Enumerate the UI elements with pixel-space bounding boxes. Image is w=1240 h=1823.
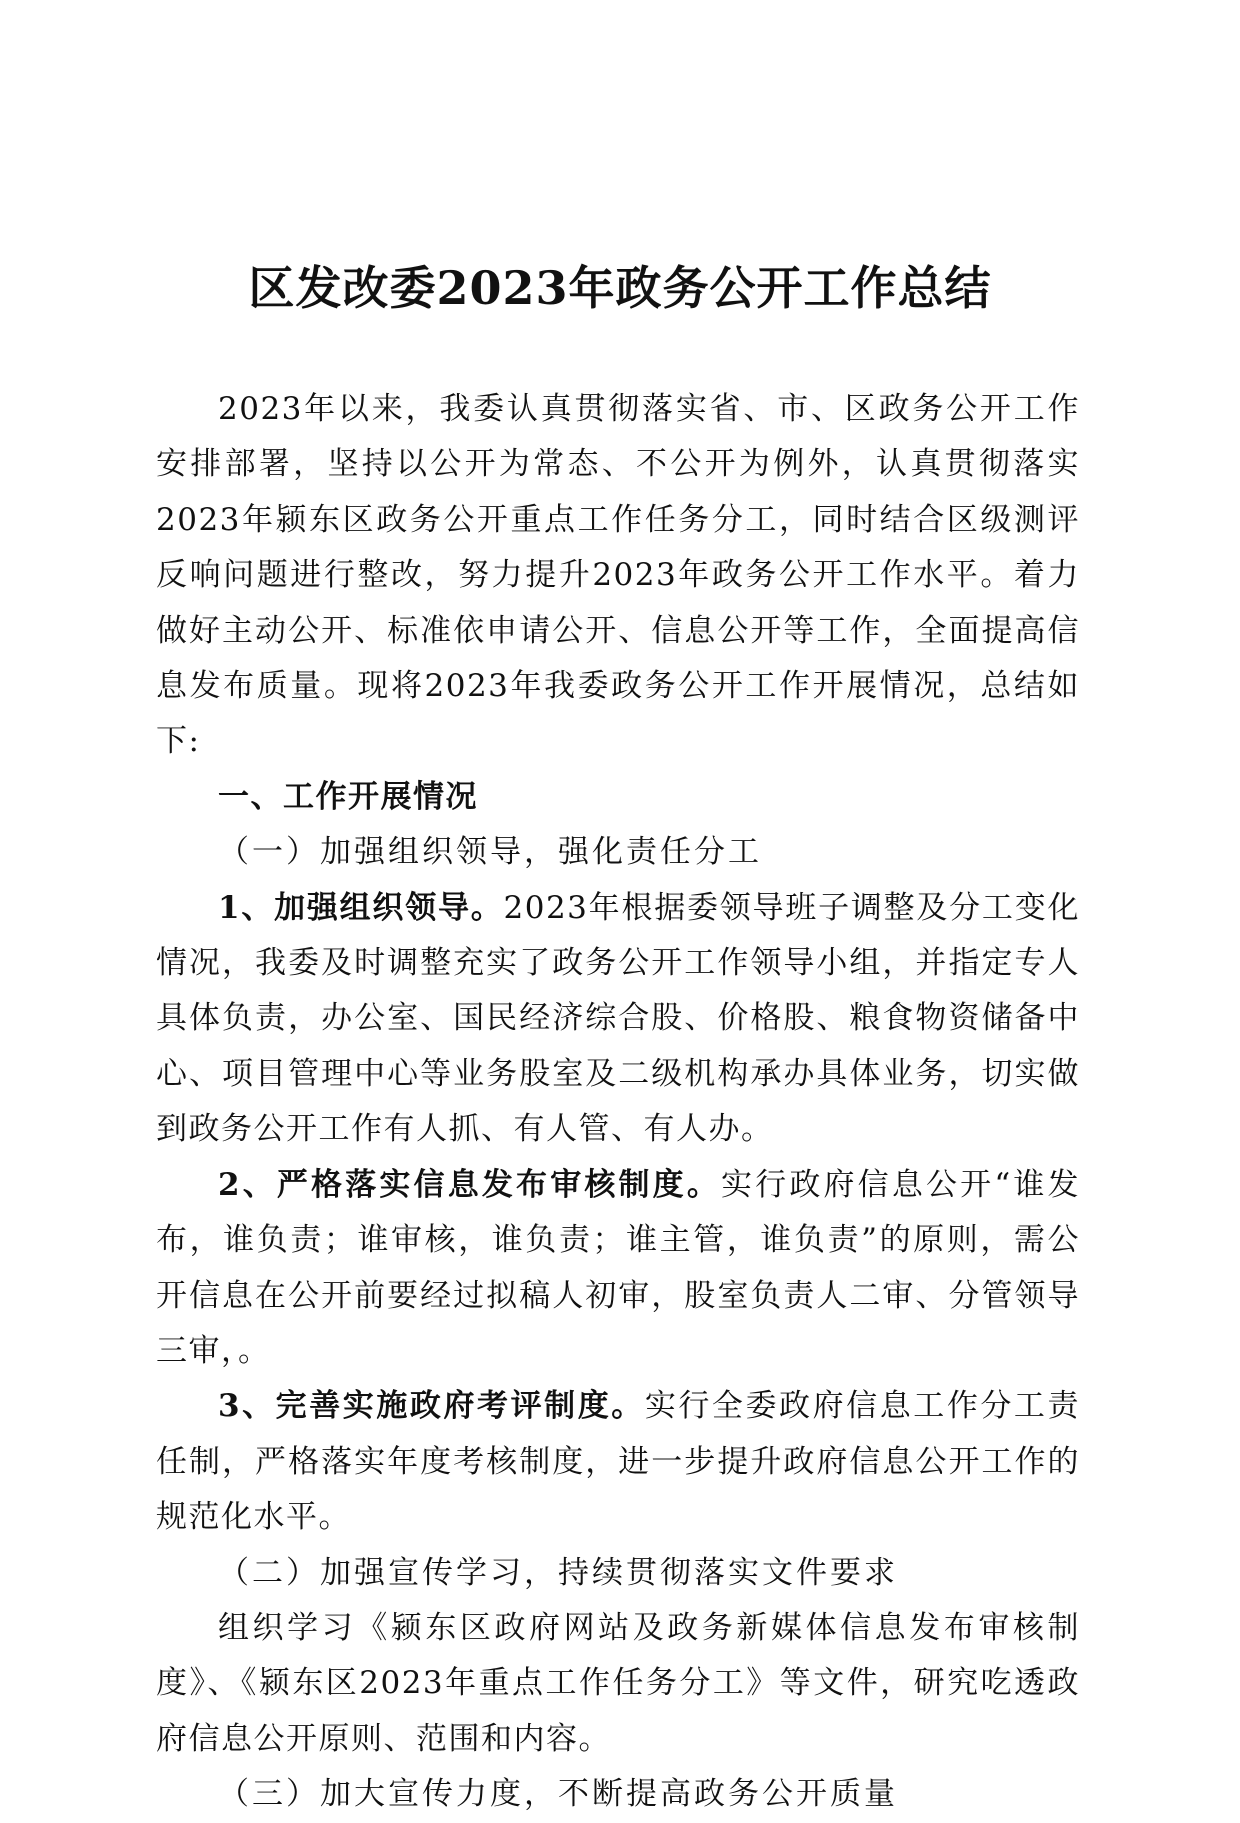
- subsection-heading-2: （二）加强宣传学习，持续贯彻落实文件要求: [218, 1554, 898, 1591]
- item-3-lead: 3、完善实施政府考评制度。: [218, 1388, 645, 1425]
- item-1-lead: 1、加强组织领导。: [218, 889, 504, 926]
- item-1-paragraph: [156, 881, 1080, 1158]
- item-3-text: 实行全委政府信息工作分工责任制，严格落实年度考核制度，进一步提升政府信息公开工作的规范化水平。: [156, 1388, 1080, 1536]
- item-2-text: 实行政府信息公开“谁发布，谁负责；谁审核，谁负责；谁主管，谁负责”的原则，需公开信息在公开前要经过拟稿人初审，股室负责人二审、分管领导三审，。: [156, 1166, 1080, 1369]
- item-1-text: 2023年根据委领导班子调整及分工变化情况，我委及时调整充实了政务公开工作领导小组，并指定专人具体负责，办公室、国民经济综合股、价格股、粮食物资储备中心、项目管理中心等业务股室及二级机构承办具体业务，切实做到政务公开工作有人抓、有人管、有人办。: [156, 889, 1080, 1148]
- intro-paragraph: 2023年以来，我委认真贯彻落实省、市、区政务公开工作安排部署，坚持以公开为常态、不公开为例外，认真贯彻落实2023年颍东区政务公开重点工作任务分工，同时结合区级测评反响问题进行整改，努力提升2023年政务公开工作水平。着力做好主动公开、标准依申请公开、信息公开等工作，全面提高信息发布质量。现将2023年我委政务公开工作开展情况，总结如下:: [156, 391, 1080, 760]
- subsection-2-paragraph: 组织学习《颍东区政府网站及政务新媒体信息发布审核制度》、《颍东区2023年重点工作任务分工》等文件，研究吃透政府信息公开原则、范围和内容。: [156, 1609, 1080, 1757]
- item-3-paragraph: [156, 1379, 1080, 1545]
- subsection-heading-3: （三）加大宣传力度，不断提高政务公开质量: [218, 1776, 898, 1813]
- subsection-heading-1: （一）加强组织领导，强化责任分工: [218, 834, 762, 871]
- item-2-paragraph: [156, 1158, 1080, 1380]
- section-heading-1: 一、工作开展情况: [218, 778, 478, 815]
- document-body: [156, 382, 1080, 1823]
- item-2-lead: 2、严格落实信息发布审核制度。: [218, 1166, 722, 1203]
- document-title: 区发改委2023年政务公开工作总结: [248, 261, 992, 315]
